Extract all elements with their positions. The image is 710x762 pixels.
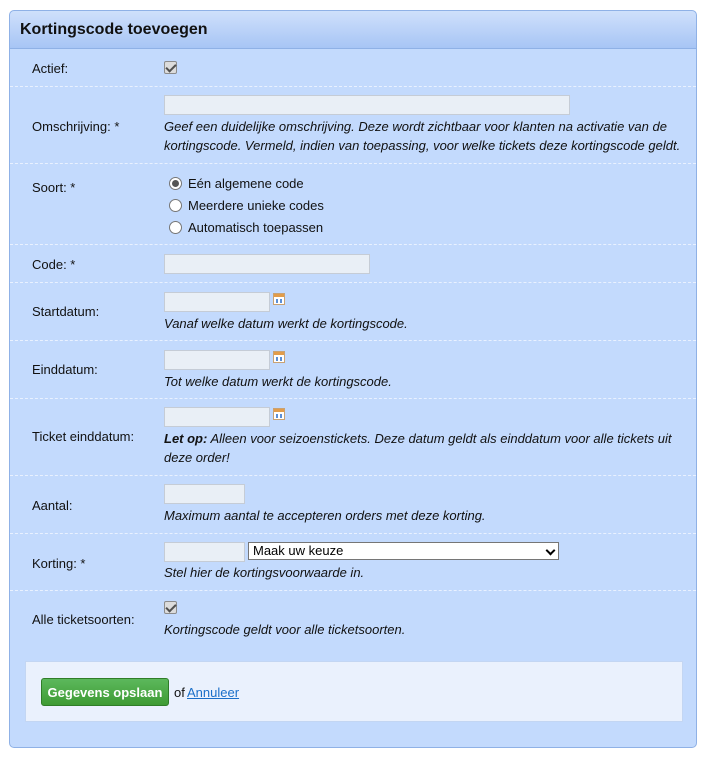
- form-panel: [9, 10, 697, 748]
- row-start-date: [10, 283, 696, 341]
- row-end-date: [10, 341, 696, 399]
- radio-general[interactable]: [169, 177, 182, 190]
- start-date-label: Startdatum:: [32, 304, 100, 319]
- description-input[interactable]: [164, 95, 570, 115]
- form-footer: [25, 661, 683, 722]
- end-date-input[interactable]: [164, 350, 270, 370]
- description-label: Omschrijving: *: [32, 119, 120, 134]
- end-date-label: Einddatum:: [32, 362, 98, 377]
- calendar-icon[interactable]: [273, 293, 285, 305]
- save-button[interactable]: Gegevens opslaan: [41, 678, 169, 706]
- all-ticket-types-label: Alle ticketsoorten:: [32, 612, 135, 627]
- type-option-auto[interactable]: [169, 216, 324, 238]
- row-all-ticket-types: [10, 591, 696, 651]
- description-help: Geef een duidelijke omschrijving. Deze wordt zichtbaar voor klanten na activatie van de kortingscode. Vermeld, indien van toepassing, voor welke tickets deze kortingscode geldt.: [164, 119, 681, 153]
- row-type: [10, 164, 696, 245]
- code-label: Code: *: [32, 257, 76, 272]
- type-option-general[interactable]: [169, 172, 324, 194]
- ticket-end-date-input[interactable]: [164, 407, 270, 427]
- row-ticket-end-date: [10, 399, 696, 476]
- all-ticket-types-checkbox[interactable]: [164, 601, 177, 614]
- row-discount: [10, 534, 696, 591]
- amount-label: Aantal:: [32, 498, 73, 513]
- all-ticket-types-help: Kortingscode geldt voor alle ticketsoorten.: [164, 622, 406, 637]
- ticket-end-date-help-line2: deze order!: [164, 450, 230, 465]
- row-description: [10, 87, 696, 164]
- row-active: [10, 49, 696, 87]
- type-option-auto-label: Automatisch toepassen: [188, 219, 324, 235]
- radio-unique[interactable]: [169, 199, 182, 212]
- end-date-help: Tot welke datum werkt de kortingscode.: [164, 374, 392, 389]
- type-label: Soort: *: [32, 180, 76, 195]
- active-label: Actief:: [32, 61, 69, 76]
- ticket-end-date-label: Ticket einddatum:: [32, 429, 135, 444]
- description-field-wrap: [164, 95, 689, 155]
- type-option-unique[interactable]: [169, 194, 324, 216]
- start-date-help: Vanaf welke datum werkt de kortingscode.: [164, 316, 408, 331]
- discount-select-value: Maak uw keuze: [253, 543, 344, 558]
- active-checkbox[interactable]: [164, 61, 177, 74]
- row-amount: [10, 476, 696, 534]
- calendar-icon[interactable]: [273, 408, 285, 420]
- panel-header: [10, 11, 696, 49]
- type-option-general-label: Eén algemene code: [188, 175, 304, 191]
- ticket-end-date-help-bold: Let op:: [164, 431, 208, 446]
- ticket-end-date-help-line1: Alleen voor seizoenstickets. Deze datum geldt als einddatum voor alle tickets uit: [207, 431, 672, 446]
- row-code: [10, 245, 696, 283]
- amount-input[interactable]: [164, 484, 245, 504]
- discount-label: Korting: *: [32, 556, 86, 571]
- type-option-unique-label: Meerdere unieke codes: [188, 197, 324, 213]
- page-title: Kortingscode toevoegen: [20, 20, 208, 38]
- start-date-input[interactable]: [164, 292, 270, 312]
- amount-help: Maximum aantal te accepteren orders met deze korting.: [164, 508, 486, 523]
- chevron-down-icon: [546, 546, 556, 556]
- or-text: of: [174, 685, 185, 700]
- discount-input[interactable]: [164, 542, 245, 562]
- radio-auto[interactable]: [169, 221, 182, 234]
- discount-help: Stel hier de kortingsvoorwaarde in.: [164, 565, 365, 580]
- calendar-icon[interactable]: [273, 351, 285, 363]
- discount-select[interactable]: [248, 542, 559, 560]
- code-input[interactable]: [164, 254, 370, 274]
- cancel-link[interactable]: Annuleer: [187, 685, 240, 700]
- ticket-end-date-help: [164, 429, 689, 467]
- type-radio-group: [169, 172, 324, 238]
